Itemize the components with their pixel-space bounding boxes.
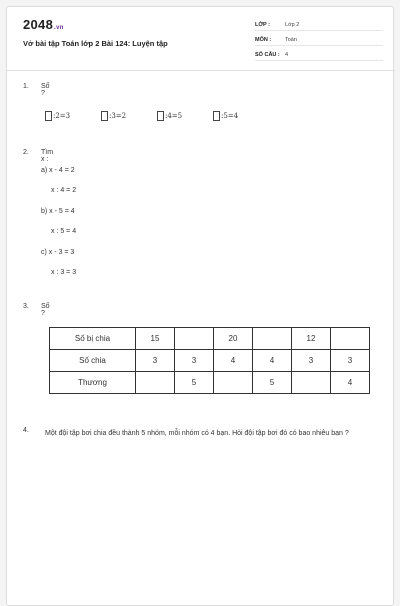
table-cell[interactable] [136,372,175,394]
table-row [50,350,370,372]
table-cell[interactable]: 4 [253,350,292,372]
table-cell[interactable]: 12 [292,328,331,350]
q1-item: :2=3 [45,111,70,121]
answer-box[interactable] [45,111,52,121]
table-cell[interactable]: 5 [175,372,214,394]
table-cell[interactable] [292,372,331,394]
answer-box[interactable] [101,111,108,121]
table-cell[interactable]: 3 [136,350,175,372]
row-label: Số chia [50,350,136,372]
site-logo[interactable]: 2048.vn [23,17,64,32]
worksheet-header [7,7,395,71]
table-cell[interactable] [175,328,214,350]
division-table [49,327,370,394]
answer-box[interactable] [157,111,164,121]
row-label: Thương [50,372,136,394]
row-label: Số bị chia [50,328,136,350]
answer-box[interactable] [213,111,220,121]
q2-line: x : 5 = 4 [51,228,77,235]
q2-line: c) x - 3 = 3 [41,249,75,256]
table-cell[interactable] [253,328,292,350]
table-cell[interactable]: 4 [214,350,253,372]
q2-line: x : 3 = 3 [51,269,77,276]
q1-item: :5=4 [213,111,238,121]
meta-question-count: SỐ CÂU : 4 [255,51,383,61]
q2-line: x : 4 = 2 [51,187,77,194]
q1-item: :3=2 [101,111,126,121]
page-title: Vở bài tập Toán lớp 2 Bài 124: Luyện tập [23,39,168,48]
table-cell[interactable]: 3 [292,350,331,372]
worksheet: 2048.vn Vở bài tập Toán lớp 2 Bài 124: Luyện tập LỚP : Lớp 2 MÔN : Toán SỐ CÂU : 4 1. Số ? :2=3 :3=2 :4=5 :5=4 2. Tìm x : a) x - 4 = 2 x : 4 = 2 b) x - 5 = 4 x : 5 = 4 c) x - 3 = 3 x : 3 = 3 3. Số ? Số bị chia 15 20 12 Số chia 3 3 4 4 3 3 Thương 5 5 4 4. Một đội tập bơi chia đều thành 5 nhóm, mỗi nhóm có 4 bạn. Hỏi đội tập bơi đó có bao nhiêu bạn ? [6,6,394,606]
table-cell[interactable] [331,328,370,350]
table-cell[interactable]: 3 [331,350,370,372]
table-cell[interactable]: 3 [175,350,214,372]
table-cell[interactable]: 5 [253,372,292,394]
q2-line: b) x - 5 = 4 [41,208,75,215]
table-cell[interactable]: 4 [331,372,370,394]
meta-class: LỚP : Lớp 2 [255,21,383,31]
meta-subject: MÔN : Toán [255,36,383,46]
table-cell[interactable]: 20 [214,328,253,350]
q1-item: :4=5 [157,111,182,121]
table-row [50,372,370,394]
question-4-text: Một đội tập bơi chia đều thành 5 nhóm, mỗi nhóm có 4 bạn. Hỏi đội tập bơi đó có bao nhiêu bạn ? [45,430,349,437]
q1-exercises [45,111,385,125]
table-cell[interactable] [214,372,253,394]
table-cell[interactable]: 15 [136,328,175,350]
table-row [50,328,370,350]
q2-line: a) x - 4 = 2 [41,167,75,174]
